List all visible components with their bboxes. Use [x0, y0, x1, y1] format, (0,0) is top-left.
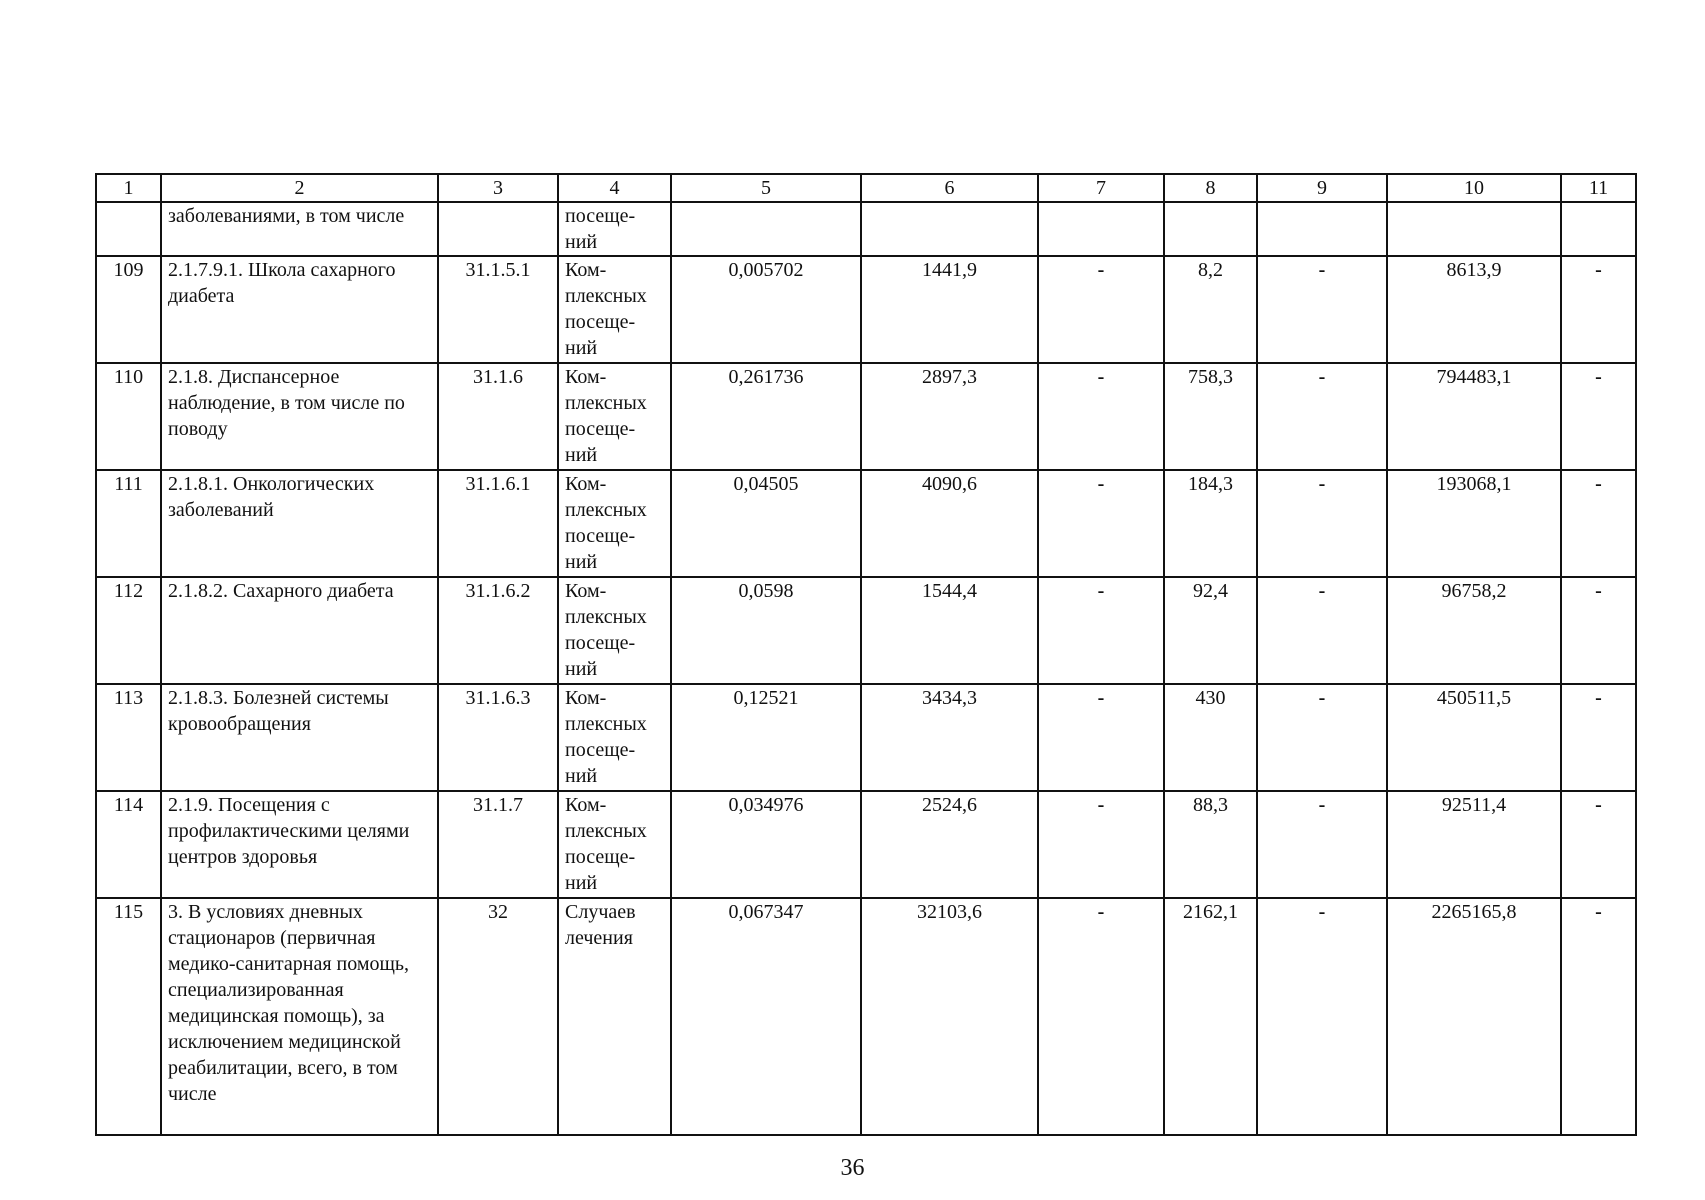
cost: 2524,6 [861, 791, 1038, 898]
rate: 0,034976 [671, 791, 861, 898]
row-number: 111 [96, 470, 161, 577]
table-row [96, 684, 1636, 791]
line-code: 31.1.6.3 [438, 684, 558, 791]
col7-value [1038, 202, 1164, 256]
rate: 0,12521 [671, 684, 861, 791]
col8-value [1164, 202, 1257, 256]
col-header: 8 [1164, 174, 1257, 202]
rate: 0,261736 [671, 363, 861, 470]
cost [861, 202, 1038, 256]
document-page [95, 173, 1635, 1136]
col9-value: - [1257, 577, 1387, 684]
cost: 1544,4 [861, 577, 1038, 684]
line-code: 31.1.7 [438, 791, 558, 898]
col11-value: - [1561, 363, 1636, 470]
col10-value: 193068,1 [1387, 470, 1561, 577]
row-number: 109 [96, 256, 161, 363]
row-number [96, 202, 161, 256]
col10-value: 8613,9 [1387, 256, 1561, 363]
indicator-name: 2.1.8.3. Болезней системы кровообращения [161, 684, 438, 791]
cost: 1441,9 [861, 256, 1038, 363]
line-code: 31.1.6.2 [438, 577, 558, 684]
col7-value: - [1038, 684, 1164, 791]
table-row [96, 256, 1636, 363]
col9-value: - [1257, 684, 1387, 791]
line-code: 31.1.6.1 [438, 470, 558, 577]
table-row [96, 470, 1636, 577]
col7-value: - [1038, 898, 1164, 1135]
col7-value: - [1038, 256, 1164, 363]
indicator-name: 2.1.8.2. Сахарного диабета [161, 577, 438, 684]
row-number: 113 [96, 684, 161, 791]
col7-value: - [1038, 363, 1164, 470]
col9-value: - [1257, 363, 1387, 470]
col-header: 9 [1257, 174, 1387, 202]
indicator-name: 2.1.8.1. Онкологических заболеваний [161, 470, 438, 577]
row-number: 112 [96, 577, 161, 684]
unit: Ком-плексных посеще-ний [558, 577, 671, 684]
rate: 0,005702 [671, 256, 861, 363]
col-header: 7 [1038, 174, 1164, 202]
col-header: 6 [861, 174, 1038, 202]
data-table [95, 173, 1637, 1136]
col7-value: - [1038, 791, 1164, 898]
col11-value: - [1561, 577, 1636, 684]
indicator-name: 2.1.7.9.1. Школа сахарного диабета [161, 256, 438, 363]
col11-value [1561, 202, 1636, 256]
table-row [96, 363, 1636, 470]
unit: Случаев лечения [558, 898, 671, 1135]
line-code: 32 [438, 898, 558, 1135]
unit: Ком-плексных посеще-ний [558, 684, 671, 791]
unit: Ком-плексных посеще-ний [558, 256, 671, 363]
col10-value [1387, 202, 1561, 256]
col-header: 5 [671, 174, 861, 202]
col-header: 11 [1561, 174, 1636, 202]
rate: 0,04505 [671, 470, 861, 577]
col9-value [1257, 202, 1387, 256]
col10-value: 794483,1 [1387, 363, 1561, 470]
line-code: 31.1.6 [438, 363, 558, 470]
indicator-name: 2.1.9. Посещения с профилактическими целями центров здоровья [161, 791, 438, 898]
col7-value: - [1038, 577, 1164, 684]
row-number: 110 [96, 363, 161, 470]
unit: Ком-плексных посеще-ний [558, 470, 671, 577]
row-number: 115 [96, 898, 161, 1135]
table-row [96, 898, 1636, 1135]
col8-value: 2162,1 [1164, 898, 1257, 1135]
cost: 2897,3 [861, 363, 1038, 470]
col-header: 4 [558, 174, 671, 202]
header-row [96, 174, 1636, 202]
row-number: 114 [96, 791, 161, 898]
col10-value: 450511,5 [1387, 684, 1561, 791]
col8-value: 184,3 [1164, 470, 1257, 577]
col8-value: 8,2 [1164, 256, 1257, 363]
col8-value: 430 [1164, 684, 1257, 791]
col9-value: - [1257, 791, 1387, 898]
page-number: 36 [840, 1155, 865, 1181]
unit: посеще-ний [558, 202, 671, 256]
table-row [96, 202, 1636, 256]
col8-value: 88,3 [1164, 791, 1257, 898]
unit: Ком-плексных посеще-ний [558, 363, 671, 470]
cost: 32103,6 [861, 898, 1038, 1135]
col-header: 10 [1387, 174, 1561, 202]
rate: 0,0598 [671, 577, 861, 684]
rate: 0,067347 [671, 898, 861, 1135]
col8-value: 758,3 [1164, 363, 1257, 470]
col11-value: - [1561, 791, 1636, 898]
col9-value: - [1257, 256, 1387, 363]
unit: Ком-плексных посеще-ний [558, 791, 671, 898]
table-row [96, 791, 1636, 898]
indicator-name: 3. В условиях дневных стационаров (первичная медико-санитарная помощь, специализированная медицинская помощь), за исключением медицинской реабилитации, всего, в том числе [161, 898, 438, 1135]
table-row [96, 577, 1636, 684]
cost: 3434,3 [861, 684, 1038, 791]
col10-value: 96758,2 [1387, 577, 1561, 684]
col11-value: - [1561, 256, 1636, 363]
col11-value: - [1561, 470, 1636, 577]
indicator-name: 2.1.8. Диспансерное наблюдение, в том числе по поводу [161, 363, 438, 470]
rate [671, 202, 861, 256]
col10-value: 2265165,8 [1387, 898, 1561, 1135]
indicator-name: заболеваниями, в том числе [161, 202, 438, 256]
col11-value: - [1561, 684, 1636, 791]
col8-value: 92,4 [1164, 577, 1257, 684]
cost: 4090,6 [861, 470, 1038, 577]
col7-value: - [1038, 470, 1164, 577]
col10-value: 92511,4 [1387, 791, 1561, 898]
col-header: 2 [161, 174, 438, 202]
line-code [438, 202, 558, 256]
col-header: 3 [438, 174, 558, 202]
col11-value: - [1561, 898, 1636, 1135]
col-header: 1 [96, 174, 161, 202]
line-code: 31.1.5.1 [438, 256, 558, 363]
col9-value: - [1257, 898, 1387, 1135]
col9-value: - [1257, 470, 1387, 577]
